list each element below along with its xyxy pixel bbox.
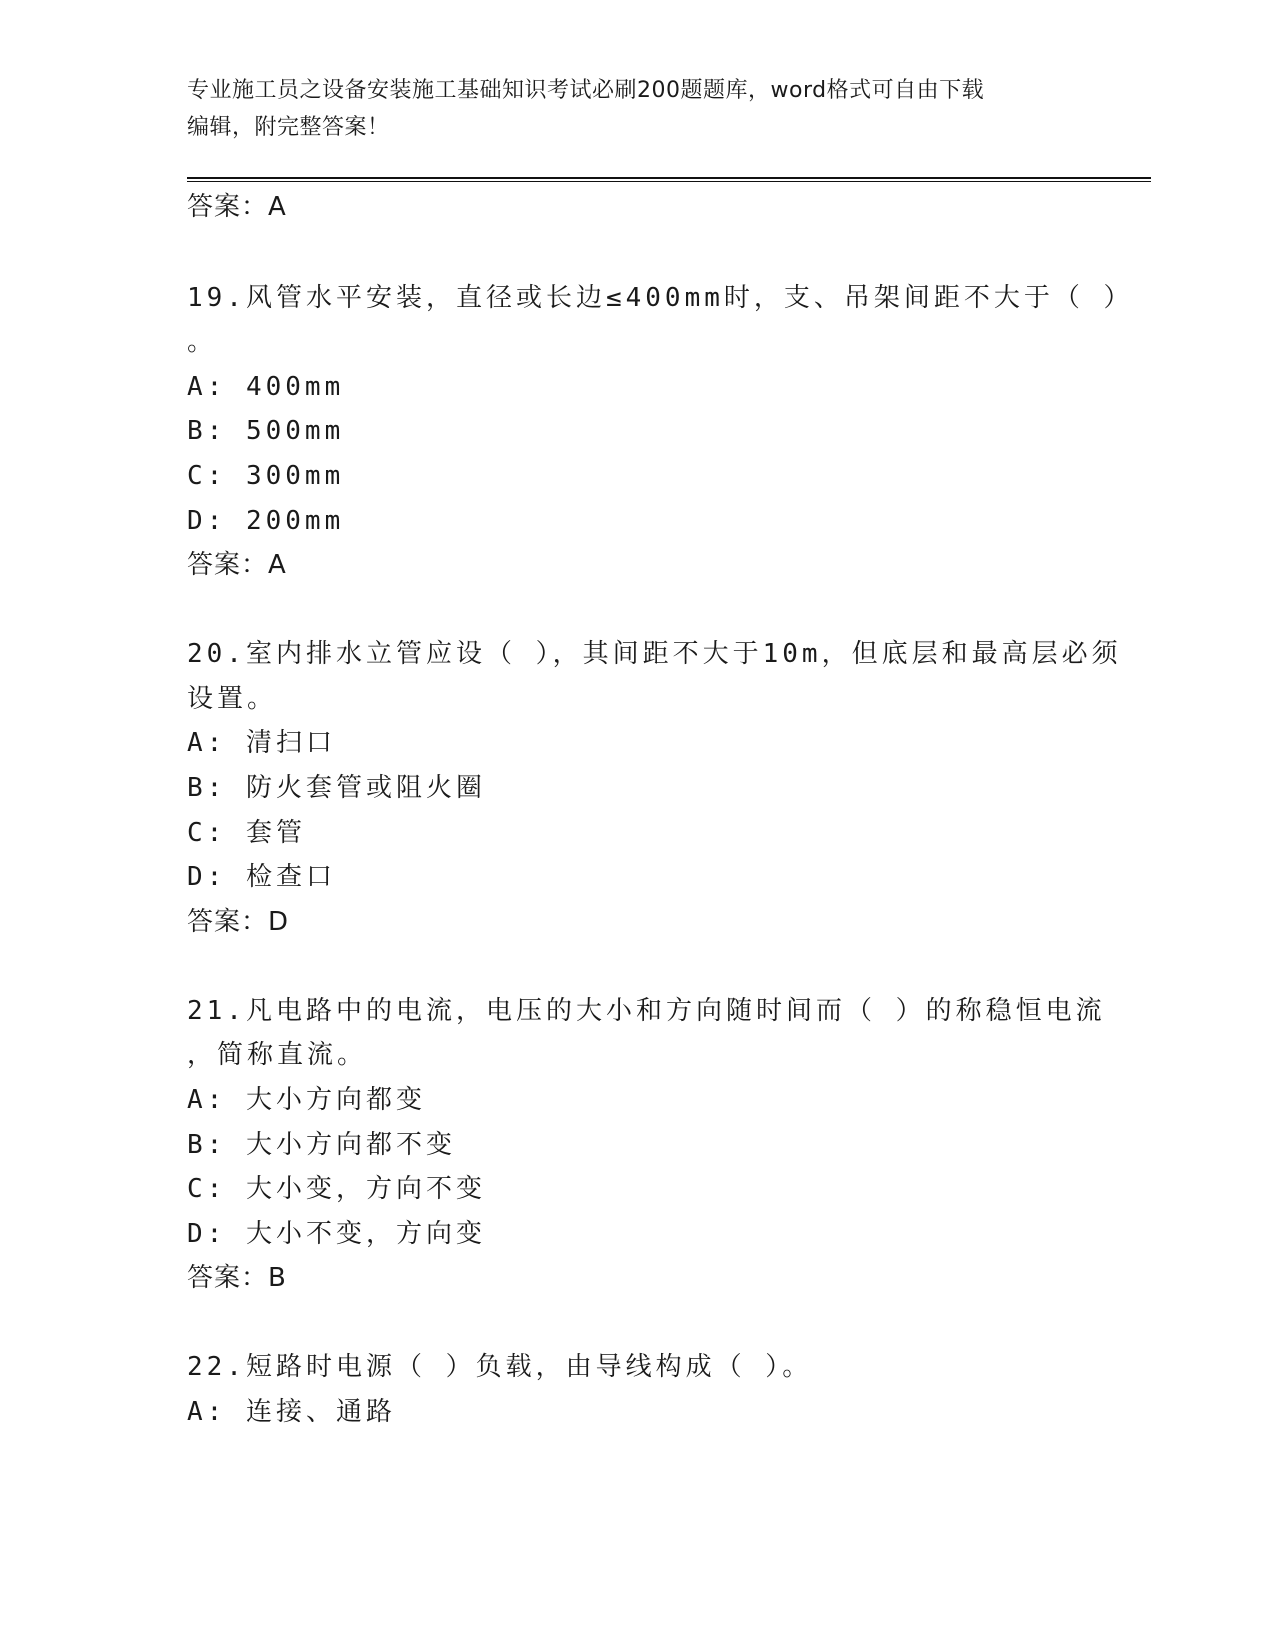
q20-option-c: C: 套管: [187, 818, 306, 848]
q20-stem: 20.室内排水立管应设（ ），其间距不大于10m，但底层和最高层必须: [187, 639, 1122, 669]
q21-stem-cont: ，简称直流。: [187, 1040, 368, 1070]
q21-option-b: B: 大小方向都不变: [187, 1130, 456, 1160]
q19-option-b: B: 500mm: [187, 416, 345, 446]
q20-option-b: B: 防火套管或阻火圈: [187, 773, 486, 803]
q21-answer: 答案：B: [187, 1263, 287, 1293]
q19-answer: 答案：A: [187, 550, 287, 580]
q19-option-a: A: 400mm: [187, 372, 345, 402]
q19-stem-cont: 。: [187, 327, 218, 357]
q21-option-a: A: 大小方向都变: [187, 1085, 426, 1115]
q20-stem-cont: 设置。: [187, 684, 278, 714]
header-divider-thick: [187, 177, 1151, 179]
q21-option-c: C: 大小变，方向不变: [187, 1174, 486, 1204]
q20-answer: 答案：D: [187, 907, 290, 937]
q22-option-a: A: 连接、通路: [187, 1397, 396, 1427]
header-line-1: 专业施工员之设备安装施工基础知识考试必刷200题题库，word格式可自由下载: [187, 78, 985, 103]
q19-option-c: C: 300mm: [187, 461, 345, 491]
q19-option-d: D: 200mm: [187, 506, 345, 536]
document-header: [187, 72, 1087, 146]
q21-option-d: D: 大小不变，方向变: [187, 1219, 486, 1249]
q19-stem: 19.风管水平安装，直径或长边≤400mm时，支、吊架间距不大于（ ）: [187, 283, 1134, 313]
prev-answer: 答案：A: [187, 192, 287, 222]
q21-stem: 21.凡电路中的电流，电压的大小和方向随时间而（ ）的称稳恒电流: [187, 996, 1106, 1026]
q20-option-a: A: 清扫口: [187, 728, 336, 758]
header-divider-thin: [187, 181, 1151, 182]
q22-stem: 22.短路时电源（ ）负载，由导线构成（ ）。: [187, 1352, 813, 1382]
q20-option-d: D: 检查口: [187, 862, 336, 892]
header-line-2: 编辑，附完整答案！: [187, 115, 390, 140]
